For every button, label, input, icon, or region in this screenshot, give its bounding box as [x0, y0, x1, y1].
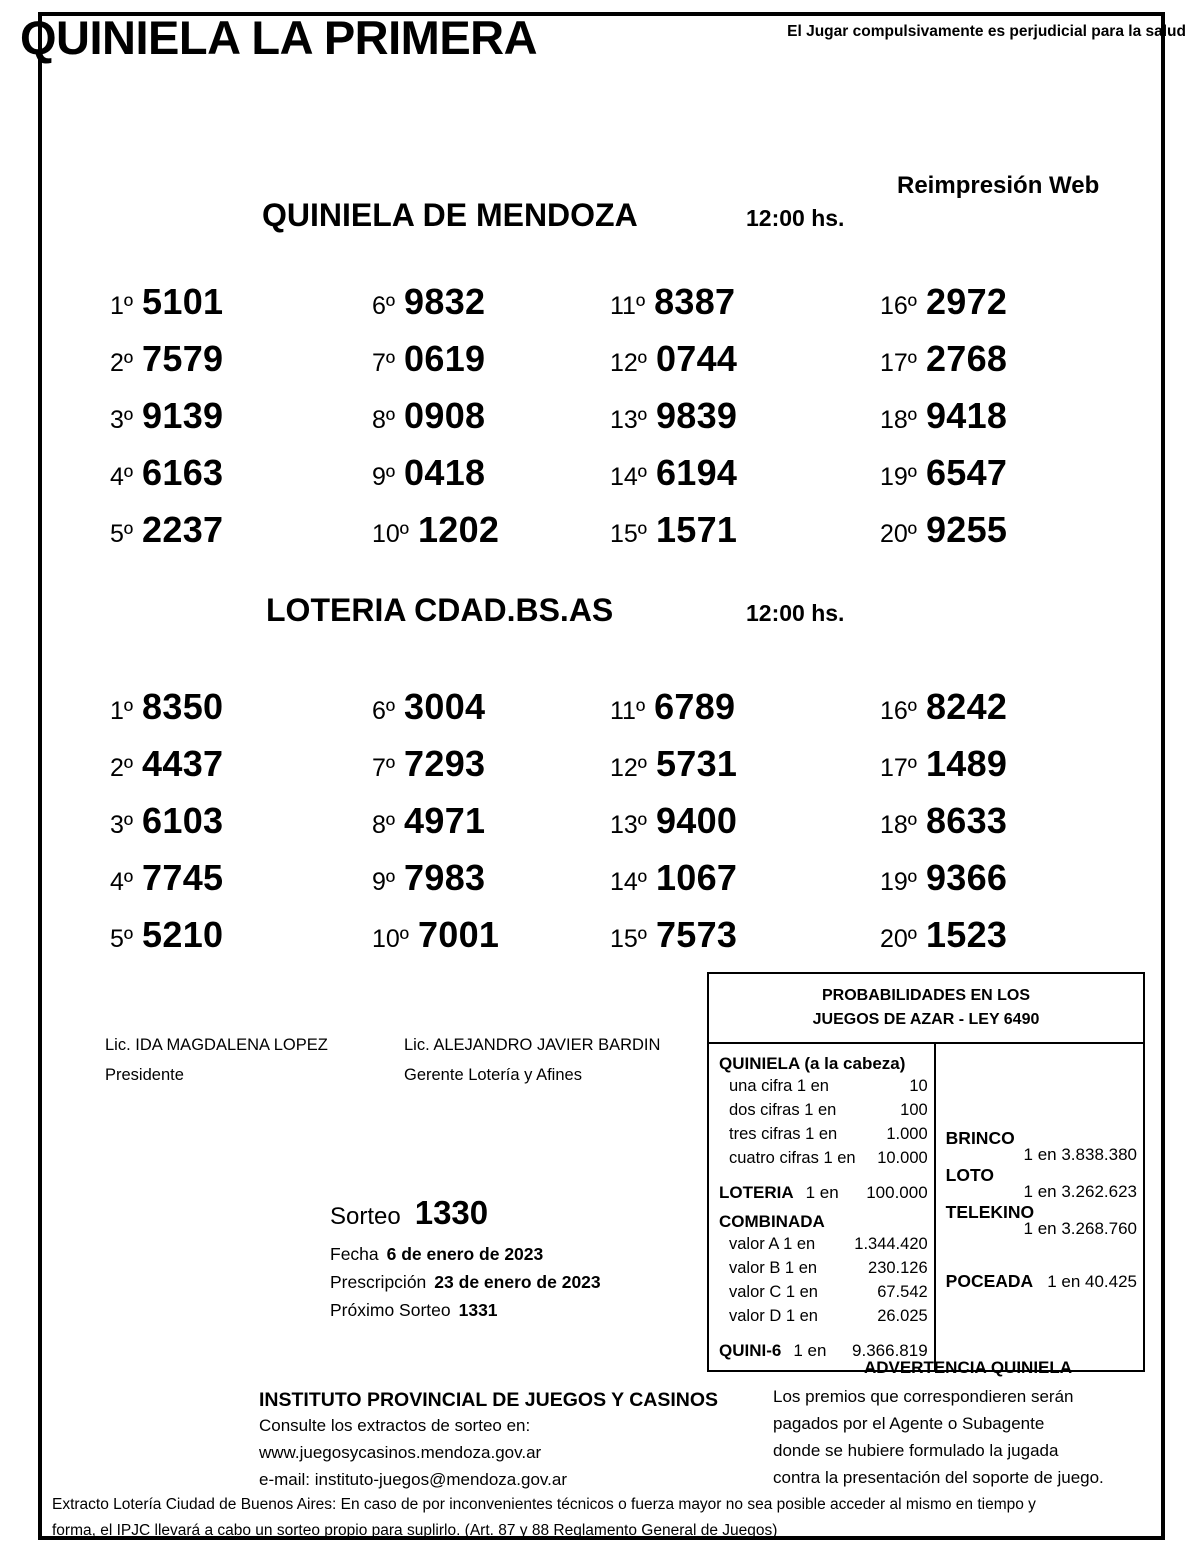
result-cell [850, 785, 1100, 842]
result-rank: 8º [372, 406, 396, 434]
result-rank: 5º [110, 520, 134, 548]
result-rank: 20º [880, 520, 917, 548]
result-entry [372, 509, 499, 551]
result-cell [600, 437, 850, 494]
combinada-rows [719, 1232, 928, 1328]
disclaimer-line: Extracto Lotería Ciudad de Buenos Aires: En caso de por inconvenientes técnicos o fuerza mayor no sea posible acceder al mismo en tiempo y [52, 1496, 1036, 1513]
result-cell [850, 842, 1100, 899]
sorteo-prescripcion [330, 1268, 670, 1296]
result-cell [600, 266, 850, 323]
results-grid-mendoza [100, 266, 1100, 551]
combinada-value: 67.542 [877, 1283, 928, 1301]
result-number: 7745 [142, 857, 224, 898]
result-rank: 3º [110, 811, 134, 839]
result-rank: 7º [372, 754, 396, 782]
result-rank: 9º [372, 868, 396, 896]
result-rank: 17º [880, 754, 917, 782]
result-cell [350, 323, 600, 380]
signature-manager [404, 1030, 660, 1090]
quiniela-label: una cifra 1 en [729, 1077, 829, 1095]
result-rank: 15º [610, 520, 647, 548]
result-rank: 6º [372, 292, 396, 320]
result-number: 7573 [655, 914, 738, 955]
result-entry [110, 452, 223, 494]
result-entry [880, 281, 1007, 323]
combinada-group-title: COMBINADA [719, 1212, 825, 1231]
signature-manager-role: Gerente Lotería y Afines [404, 1066, 582, 1084]
result-number: 6194 [655, 452, 738, 493]
proximo-label: Próximo Sorteo [330, 1300, 451, 1320]
result-entry [610, 743, 737, 785]
poceada-row [946, 1271, 1137, 1292]
combinada-value: 230.126 [868, 1259, 928, 1277]
result-number: 6163 [142, 452, 224, 493]
quiniela-group-title: QUINIELA (a la cabeza) [719, 1054, 906, 1073]
result-entry [372, 857, 485, 899]
result-rank: 7º [372, 349, 396, 377]
result-cell [850, 323, 1100, 380]
result-rank: 10º [372, 520, 409, 548]
result-entry [610, 395, 737, 437]
result-entry [610, 509, 737, 551]
result-cell [100, 437, 350, 494]
result-cell [600, 728, 850, 785]
result-cell [850, 494, 1100, 551]
result-entry [880, 800, 1007, 842]
masthead [20, 10, 1186, 72]
quiniela-value: 10 [909, 1077, 928, 1095]
advertencia-line: contra la presentación del soporte de juego. [773, 1468, 1104, 1487]
result-number: 9255 [925, 509, 1008, 550]
result-entry [610, 686, 735, 728]
result-cell [100, 380, 350, 437]
result-number: 2768 [925, 338, 1008, 379]
probabilities-table [707, 972, 1145, 1372]
result-cell [100, 266, 350, 323]
footer-disclaimer [52, 1492, 1157, 1544]
result-cell [600, 899, 850, 956]
right-games-list [946, 1128, 1137, 1239]
result-cell [850, 266, 1100, 323]
right-game-odds: 1 en 3.838.380 [1023, 1145, 1137, 1164]
combinada-row [719, 1256, 928, 1280]
result-number: 0418 [404, 452, 486, 493]
results-grid-bsas [100, 671, 1100, 956]
result-entry [372, 743, 485, 785]
result-rank: 12º [610, 754, 647, 782]
result-cell [350, 380, 600, 437]
result-rank: 4º [110, 463, 134, 491]
result-rank: 1º [110, 697, 134, 725]
result-cell [350, 899, 600, 956]
combinada-value: 1.344.420 [854, 1235, 928, 1253]
result-entry [110, 686, 223, 728]
probabilities-left-column [709, 1044, 936, 1370]
result-rank: 3º [110, 406, 134, 434]
result-cell [350, 785, 600, 842]
result-entry [110, 281, 223, 323]
result-rank: 9º [372, 463, 396, 491]
result-entry [372, 395, 485, 437]
result-entry [110, 800, 223, 842]
result-cell [100, 494, 350, 551]
result-entry [880, 914, 1007, 956]
result-cell [100, 671, 350, 728]
result-entry [372, 281, 485, 323]
result-cell [100, 323, 350, 380]
result-rank: 4º [110, 868, 134, 896]
result-entry [372, 686, 485, 728]
prescripcion-value: 23 de enero de 2023 [434, 1272, 601, 1292]
loteria-row [719, 1180, 928, 1206]
quiniela-row [719, 1074, 928, 1098]
result-number: 6103 [142, 800, 224, 841]
sorteo-fecha [330, 1240, 670, 1268]
result-number: 1202 [417, 509, 500, 550]
draw-header-bsas [266, 592, 966, 638]
draw-header-mendoza [262, 197, 962, 243]
draw-time-mendoza: 12:00 hs. [746, 205, 845, 231]
result-cell [600, 785, 850, 842]
result-cell [600, 380, 850, 437]
result-entry [880, 743, 1007, 785]
result-cell [850, 728, 1100, 785]
result-number: 8633 [925, 800, 1008, 841]
result-cell [850, 899, 1100, 956]
result-entry [110, 743, 223, 785]
result-rank: 15º [610, 925, 647, 953]
result-number: 5210 [142, 914, 224, 955]
draw-title-mendoza: QUINIELA DE MENDOZA [262, 197, 638, 233]
result-entry [110, 395, 223, 437]
result-rank: 10º [372, 925, 409, 953]
result-entry [110, 914, 223, 956]
quiniela-row [719, 1098, 928, 1122]
result-number: 5731 [655, 743, 738, 784]
result-entry [110, 509, 223, 551]
quiniela-row [719, 1146, 928, 1170]
result-rank: 14º [610, 463, 647, 491]
right-game-name: BRINCO [945, 1128, 1015, 1148]
result-cell [350, 842, 600, 899]
advertencia-block [773, 1358, 1163, 1491]
advertencia-line: pagados por el Agente o Subagente [773, 1414, 1045, 1433]
fecha-value: 6 de enero de 2023 [386, 1244, 544, 1264]
loteria-mid: 1 en [805, 1183, 839, 1202]
result-number: 0744 [655, 338, 738, 379]
result-rank: 8º [372, 811, 396, 839]
right-game-name: TELEKINO [945, 1202, 1035, 1222]
institute-block [259, 1389, 718, 1493]
quini6-label: QUINI-6 [719, 1341, 782, 1360]
result-number: 2237 [142, 509, 224, 550]
institute-email[interactable]: e-mail: instituto-juegos@mendoza.gov.ar [259, 1470, 567, 1489]
result-entry [110, 338, 223, 380]
result-number: 9418 [925, 395, 1008, 436]
combinada-label: valor C 1 en [729, 1283, 818, 1301]
reprint-label: Reimpresión Web [897, 172, 1100, 199]
result-cell [100, 728, 350, 785]
quini6-value: 9.366.819 [852, 1341, 928, 1360]
quini6-mid: 1 en [793, 1341, 827, 1360]
right-game-odds: 1 en 3.268.760 [1023, 1219, 1137, 1238]
result-number: 1571 [655, 509, 738, 550]
probabilities-title-line1: PROBABILIDADES EN LOS [821, 987, 1030, 1004]
result-number: 9366 [925, 857, 1008, 898]
result-cell [600, 494, 850, 551]
result-cell [350, 494, 600, 551]
combinada-label: valor B 1 en [729, 1259, 818, 1277]
result-entry [372, 452, 485, 494]
sorteo-label: Sorteo [330, 1203, 401, 1230]
result-rank: 20º [880, 925, 917, 953]
result-entry [610, 452, 737, 494]
quiniela-label: cuatro cifras 1 en [729, 1149, 856, 1167]
result-rank: 13º [610, 811, 647, 839]
result-rank: 16º [880, 292, 917, 320]
result-number: 8242 [925, 686, 1008, 727]
result-cell [850, 380, 1100, 437]
result-cell [850, 671, 1100, 728]
result-cell [350, 437, 600, 494]
probabilities-title [709, 974, 1143, 1044]
result-cell [600, 323, 850, 380]
result-entry [610, 338, 737, 380]
result-number: 0908 [404, 395, 486, 436]
result-entry [880, 452, 1007, 494]
poceada-label: POCEADA [945, 1271, 1034, 1291]
page-title: QUINIELA LA PRIMERA [20, 11, 538, 64]
result-number: 9139 [142, 395, 224, 436]
result-cell [350, 728, 600, 785]
result-rank: 11º [610, 697, 646, 725]
probabilities-title-line2: JUEGOS DE AZAR - LEY 6490 [812, 1011, 1040, 1028]
signature-president-name: Lic. IDA MAGDALENA LOPEZ [105, 1036, 328, 1054]
draw-time-bsas: 12:00 hs. [746, 600, 845, 626]
result-cell [100, 785, 350, 842]
sorteo-number: 1330 [414, 1194, 489, 1231]
gambling-warning-text: El Jugar compulsivamente es perjudicial para la salud [787, 23, 1186, 40]
result-cell [850, 437, 1100, 494]
result-number: 2972 [925, 281, 1008, 322]
result-entry [880, 857, 1007, 899]
fecha-label: Fecha [330, 1244, 379, 1264]
result-number: 6789 [654, 686, 736, 727]
result-number: 5101 [142, 281, 224, 322]
result-number: 7579 [142, 338, 224, 379]
result-rank: 18º [880, 811, 917, 839]
result-number: 8387 [654, 281, 736, 322]
right-game-odds: 1 en 3.262.623 [1023, 1182, 1137, 1201]
signature-president-role: Presidente [105, 1066, 184, 1084]
result-entry [880, 395, 1007, 437]
result-number: 1067 [655, 857, 738, 898]
right-game-name: LOTO [945, 1165, 994, 1185]
result-number: 1489 [925, 743, 1008, 784]
result-rank: 5º [110, 925, 134, 953]
combinada-row [719, 1280, 928, 1304]
sorteo-number-line [330, 1194, 670, 1232]
right-game-entry [946, 1165, 1137, 1202]
result-rank: 18º [880, 406, 917, 434]
signature-manager-name: Lic. ALEJANDRO JAVIER BARDIN [404, 1036, 661, 1054]
result-entry [372, 800, 485, 842]
result-rank: 1º [110, 292, 134, 320]
result-number: 1523 [925, 914, 1008, 955]
result-cell [100, 842, 350, 899]
probabilities-body [709, 1044, 1143, 1370]
institute-website[interactable]: www.juegosycasinos.mendoza.gov.ar [259, 1443, 542, 1462]
result-entry [610, 857, 737, 899]
result-cell [100, 899, 350, 956]
result-entry [880, 338, 1007, 380]
result-number: 4437 [142, 743, 224, 784]
result-entry [610, 281, 735, 323]
combinada-row [719, 1304, 928, 1328]
result-rank: 14º [610, 868, 647, 896]
combinada-label: valor D 1 en [729, 1307, 818, 1325]
quiniela-value: 1.000 [886, 1125, 928, 1143]
result-number: 9832 [404, 281, 486, 322]
loteria-label: LOTERIA [719, 1183, 794, 1202]
loteria-value: 100.000 [866, 1183, 928, 1202]
result-number: 3004 [404, 686, 486, 727]
result-number: 7983 [404, 857, 486, 898]
result-rank: 6º [372, 697, 396, 725]
result-rank: 2º [110, 349, 134, 377]
advertencia-line: donde se hubiere formulado la jugada [773, 1441, 1059, 1460]
sorteo-info [330, 1194, 670, 1324]
result-rank: 13º [610, 406, 647, 434]
combinada-label: valor A 1 en [729, 1235, 816, 1253]
quiniela-value: 10.000 [877, 1149, 928, 1167]
result-number: 4971 [404, 800, 486, 841]
sorteo-proximo [330, 1296, 670, 1324]
result-number: 7001 [417, 914, 500, 955]
result-rank: 16º [880, 697, 917, 725]
result-entry [372, 914, 499, 956]
probabilities-right-column [936, 1044, 1143, 1370]
result-cell [350, 671, 600, 728]
result-entry [610, 914, 737, 956]
poceada-odds: 1 en 40.425 [1047, 1272, 1137, 1291]
result-cell [600, 842, 850, 899]
result-entry [880, 686, 1007, 728]
institute-consult-line: Consulte los extractos de sorteo en: [259, 1416, 531, 1435]
result-number: 8350 [142, 686, 224, 727]
prescripcion-label: Prescripción [330, 1272, 427, 1292]
quiniela-row [719, 1122, 928, 1146]
disclaimer-line: forma, el IPJC llevará a cabo un sorteo propio para suplirlo. (Art. 87 y 88 Reglamento General de Juegos) [52, 1522, 778, 1539]
proximo-value: 1331 [458, 1300, 498, 1320]
result-rank: 11º [610, 292, 646, 320]
result-number: 0619 [404, 338, 486, 379]
quiniela-rows [719, 1074, 928, 1170]
result-rank: 12º [610, 349, 647, 377]
result-entry [610, 800, 737, 842]
result-cell [600, 671, 850, 728]
right-game-entry [946, 1202, 1137, 1239]
result-rank: 19º [880, 868, 917, 896]
result-cell [350, 266, 600, 323]
right-game-entry [946, 1128, 1137, 1165]
result-entry [880, 509, 1007, 551]
result-number: 9839 [655, 395, 738, 436]
result-number: 9400 [655, 800, 738, 841]
result-rank: 2º [110, 754, 134, 782]
advertencia-line: Los premios que correspondieren serán [773, 1387, 1074, 1406]
result-entry [372, 338, 485, 380]
result-rank: 17º [880, 349, 917, 377]
quiniela-label: tres cifras 1 en [729, 1125, 838, 1143]
institute-title: INSTITUTO PROVINCIAL DE JUEGOS Y CASINOS [259, 1389, 719, 1411]
signature-president [105, 1030, 328, 1090]
combinada-row [719, 1232, 928, 1256]
combinada-value: 26.025 [877, 1307, 928, 1325]
draw-title-bsas: LOTERIA CDAD.BS.AS [266, 592, 614, 628]
result-entry [110, 857, 223, 899]
result-number: 7293 [404, 743, 486, 784]
result-rank: 19º [880, 463, 917, 491]
advertencia-title: ADVERTENCIA QUINIELA [863, 1358, 1073, 1377]
quiniela-label: dos cifras 1 en [729, 1101, 837, 1119]
result-number: 6547 [925, 452, 1008, 493]
quiniela-value: 100 [900, 1101, 928, 1119]
